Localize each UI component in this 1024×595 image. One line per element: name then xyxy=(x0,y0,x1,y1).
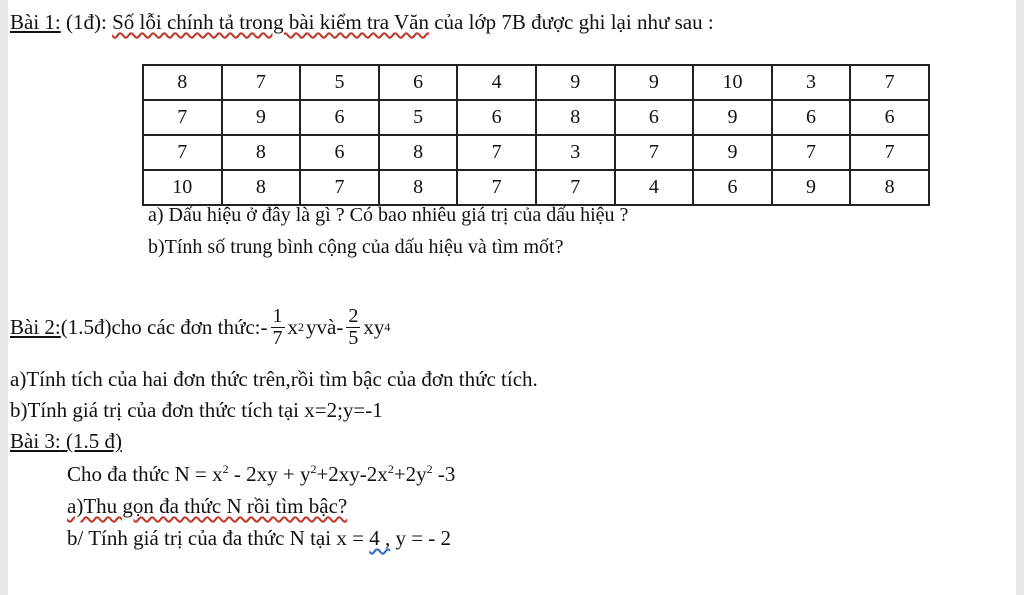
and-text: và- xyxy=(316,314,344,339)
table-cell: 6 xyxy=(300,100,379,135)
bai3-points: (1.5 đ) xyxy=(66,429,122,453)
bai3-title xyxy=(10,431,122,452)
table-cell: 3 xyxy=(536,135,615,170)
poly-mid-2: +2xy-2x xyxy=(316,462,388,486)
bai1-topic: Số lỗi chính tả trong bài kiểm tra Văn xyxy=(112,10,429,34)
table-cell: 4 xyxy=(615,170,694,205)
table-cell: 5 xyxy=(379,100,458,135)
bai3-question-a: a)Thu gọn đa thức N rồi tìm bậc? xyxy=(67,494,348,518)
table-cell: 9 xyxy=(222,100,301,135)
table-cell: 7 xyxy=(536,170,615,205)
table-cell: 8 xyxy=(379,135,458,170)
table-cell: 7 xyxy=(143,100,222,135)
bai2-question-a: a)Tính tích của hai đơn thức trên,rồi tìm bậc của đơn thức tích. xyxy=(10,367,538,391)
table-cell: 9 xyxy=(693,100,772,135)
bai3-question-b xyxy=(67,528,451,549)
bai3-question-b-x-value: 4 , xyxy=(369,526,391,550)
poly-mid-3: +2y xyxy=(393,462,427,486)
bai2-question-b: b)Tính giá trị của đơn thức tích tại x=2;y=-1 xyxy=(10,398,383,422)
poly-exp-2: 2 xyxy=(310,462,317,476)
bai3-question-b-suffix: y = - 2 xyxy=(390,526,452,550)
table-cell: 8 xyxy=(222,135,301,170)
monomial-2-exponent: 4 xyxy=(384,320,391,334)
polynomial-line xyxy=(67,463,455,485)
table-cell: 9 xyxy=(615,65,694,100)
monomial-1-y: y xyxy=(306,314,317,339)
table-cell: 6 xyxy=(615,100,694,135)
table-cell: 9 xyxy=(536,65,615,100)
monomial-2-xy: xy xyxy=(363,314,385,339)
table-cell: 7 xyxy=(615,135,694,170)
bai1-points: (1đ) xyxy=(66,10,101,34)
table-cell: 6 xyxy=(772,100,851,135)
table-cell: 9 xyxy=(772,170,851,205)
table-cell: 6 xyxy=(693,170,772,205)
table-row xyxy=(143,170,929,205)
table-body xyxy=(143,65,929,205)
bai1-question-a: a) Dấu hiệu ở đây là gì ? Có bao nhiêu giá trị của dấu hiệu ? xyxy=(148,204,629,226)
fraction-2-numerator: 2 xyxy=(348,304,359,327)
table-cell: 10 xyxy=(143,170,222,205)
bai1-question-b: b)Tính số trung bình cộng của dấu hiệu và tìm mốt? xyxy=(148,236,564,258)
bai1-heading: Bài 1: xyxy=(10,10,61,34)
table-cell: 8 xyxy=(379,170,458,205)
fraction-1-numerator: 1 xyxy=(272,304,283,327)
table-cell: 6 xyxy=(379,65,458,100)
bai1-after: của lớp 7B được ghi lại như sau : xyxy=(428,10,714,34)
bai1-title xyxy=(10,12,714,33)
table-cell: 8 xyxy=(222,170,301,205)
table-cell: 10 xyxy=(693,65,772,100)
poly-exp-3: 2 xyxy=(387,462,394,476)
fraction-2 xyxy=(346,306,360,349)
monomial-1-x: x xyxy=(287,314,298,339)
table-cell: 7 xyxy=(457,135,536,170)
bai2-intro: (1.5đ)cho các đơn thức: xyxy=(60,314,261,339)
table-row xyxy=(143,65,929,100)
table-cell: 6 xyxy=(300,135,379,170)
poly-intro: Cho đa thức N = x xyxy=(67,462,223,486)
table-cell: 5 xyxy=(300,65,379,100)
left-edge xyxy=(0,0,8,595)
table-cell: 6 xyxy=(457,100,536,135)
table-row xyxy=(143,135,929,170)
table-cell: 7 xyxy=(772,135,851,170)
right-edge xyxy=(1016,0,1024,595)
fraction-1 xyxy=(271,306,285,349)
table-cell: 7 xyxy=(143,135,222,170)
poly-exp-1: 2 xyxy=(222,462,229,476)
bai3-heading: Bài 3: xyxy=(10,429,61,453)
poly-mid: - 2xy + y xyxy=(228,462,311,486)
table-cell: 7 xyxy=(850,65,929,100)
poly-end: -3 xyxy=(432,462,456,486)
bai3-question-b-prefix: b/ Tính giá trị của đa thức N tại x = xyxy=(67,526,370,550)
table-cell: 9 xyxy=(693,135,772,170)
monomial-1-exponent: 2 xyxy=(298,320,304,334)
monomial-1-sign: - xyxy=(260,314,268,339)
bai2-line xyxy=(10,298,390,356)
table-cell: 8 xyxy=(850,170,929,205)
table-cell: 4 xyxy=(457,65,536,100)
table-cell: 8 xyxy=(143,65,222,100)
table-cell: 6 xyxy=(850,100,929,135)
bai2-heading: Bài 2: xyxy=(10,314,61,339)
table-cell: 7 xyxy=(850,135,929,170)
table-cell: 7 xyxy=(300,170,379,205)
table-cell: 7 xyxy=(457,170,536,205)
poly-exp-4: 2 xyxy=(426,462,433,476)
fraction-1-denominator: 7 xyxy=(272,326,283,349)
table-cell: 7 xyxy=(222,65,301,100)
table-cell: 3 xyxy=(772,65,851,100)
bai1-sep: : xyxy=(101,10,113,34)
error-count-table xyxy=(142,64,930,206)
table-row xyxy=(143,100,929,135)
fraction-2-denominator: 5 xyxy=(348,326,359,349)
table-cell: 8 xyxy=(536,100,615,135)
